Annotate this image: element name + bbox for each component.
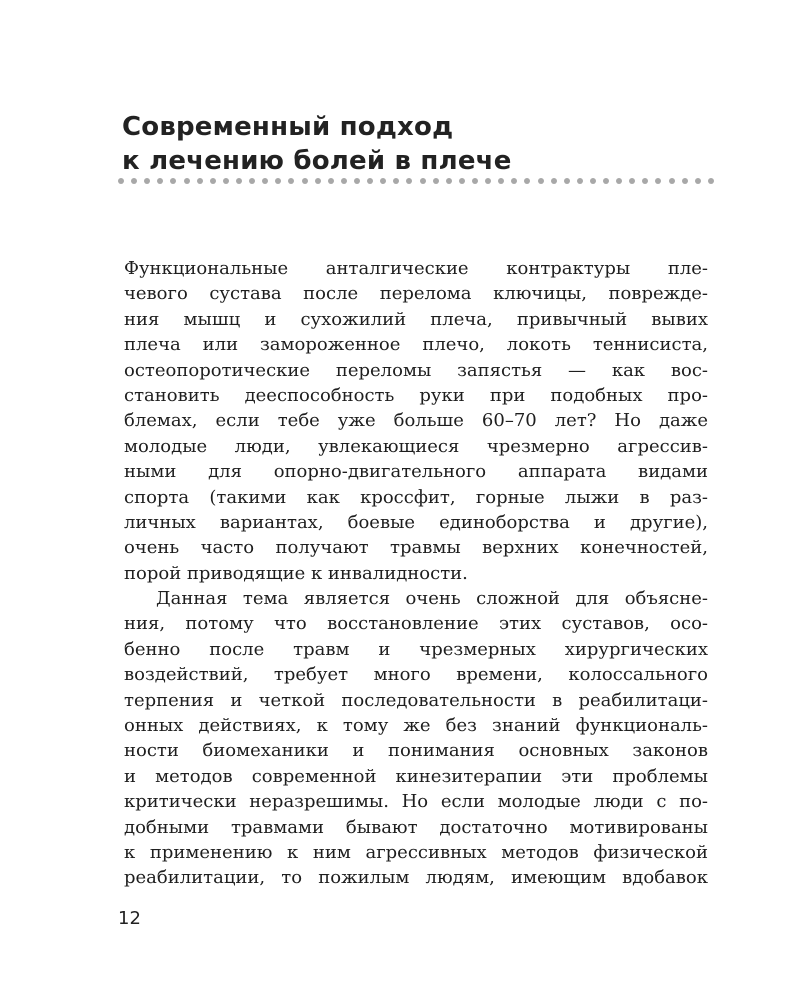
- dotted-divider: [118, 178, 714, 186]
- text-line: критически неразрешимы. Но если молодые люди с по-: [124, 791, 708, 813]
- text-line: плеча или замороженное плечо, локоть теннисиста,: [124, 334, 708, 356]
- divider-dot: [433, 178, 439, 184]
- text-line: бенно после травм и чрезмерных хирургических: [124, 638, 708, 660]
- divider-dot: [629, 178, 635, 184]
- divider-dot: [708, 178, 714, 184]
- divider-dot: [616, 178, 622, 184]
- divider-dot: [511, 178, 517, 184]
- divider-dot: [118, 178, 124, 184]
- text-line: Функциональные анталгические контрактуры пле-: [124, 258, 708, 279]
- text-line: молодые люди, увлекающиеся чрезмерно агрессив-: [124, 435, 708, 457]
- divider-dot: [524, 178, 530, 184]
- text-line: порой приводящие к инвалидности.: [124, 562, 468, 584]
- divider-dot: [223, 178, 229, 184]
- text-line: воздействий, требует много времени, колоссального: [124, 664, 708, 686]
- divider-dot: [341, 178, 347, 184]
- divider-dot: [472, 178, 478, 184]
- divider-dot: [367, 178, 373, 184]
- divider-dot: [642, 178, 648, 184]
- text-line: чевого сустава после перелома ключицы, поврежде-: [124, 283, 708, 305]
- text-line: Данная тема является очень сложной для объясне-: [156, 588, 708, 610]
- divider-dot: [420, 178, 426, 184]
- heading-line-2: к лечению болей в плече: [122, 146, 512, 176]
- divider-dot: [236, 178, 242, 184]
- chapter-heading: [122, 110, 722, 178]
- divider-dot: [275, 178, 281, 184]
- text-line: онных действиях, к тому же без знаний функциональ-: [124, 715, 708, 737]
- divider-dot: [315, 178, 321, 184]
- divider-dot: [538, 178, 544, 184]
- divider-dot: [695, 178, 701, 184]
- divider-dot: [498, 178, 504, 184]
- text-line: спорта (такими как кроссфит, горные лыжи в раз-: [124, 486, 708, 508]
- text-line: реабилитации, то пожилым людям, имеющим вдобавок: [124, 867, 708, 889]
- divider-dot: [682, 178, 688, 184]
- divider-dot: [354, 178, 360, 184]
- divider-dot: [131, 178, 137, 184]
- text-line: ния мышц и сухожилий плеча, привычный вывих: [124, 308, 708, 330]
- divider-dot: [170, 178, 176, 184]
- text-line: ности биомеханики и понимания основных законов: [124, 740, 708, 762]
- divider-dot: [210, 178, 216, 184]
- divider-dot: [590, 178, 596, 184]
- text-line: терпения и четкой последовательности в реабилитаци-: [124, 689, 708, 711]
- text-line: личных вариантах, боевые единоборства и другие),: [124, 511, 708, 533]
- paragraph: [124, 256, 708, 586]
- divider-dot: [564, 178, 570, 184]
- text-line: остеопоротические переломы запястья — как вос-: [124, 359, 708, 381]
- divider-dot: [144, 178, 150, 184]
- divider-dot: [328, 178, 334, 184]
- page-number: 12: [118, 908, 141, 929]
- divider-dot: [406, 178, 412, 184]
- divider-dot: [249, 178, 255, 184]
- divider-dot: [577, 178, 583, 184]
- text-line: блемах, если тебе уже больше 60–70 лет? Но даже: [124, 410, 708, 432]
- divider-dot: [485, 178, 491, 184]
- divider-dot: [197, 178, 203, 184]
- divider-dot: [446, 178, 452, 184]
- text-line: к применению к ним агрессивных методов физической: [124, 841, 708, 863]
- divider-dot: [393, 178, 399, 184]
- divider-dot: [459, 178, 465, 184]
- divider-dot: [288, 178, 294, 184]
- divider-dot: [184, 178, 190, 184]
- divider-dot: [302, 178, 308, 184]
- divider-dot: [655, 178, 661, 184]
- text-line: становить дееспособность руки при подобных про-: [124, 384, 708, 406]
- divider-dot: [603, 178, 609, 184]
- divider-dot: [551, 178, 557, 184]
- divider-dot: [380, 178, 386, 184]
- text-line: добными травмами бывают достаточно мотивированы: [124, 816, 708, 838]
- text-line: ными для опорно-двигательного аппарата видами: [124, 461, 708, 483]
- heading-line-1: Современный подход: [122, 112, 454, 142]
- text-line: и методов современной кинезитерапии эти проблемы: [124, 765, 708, 787]
- paragraph: [124, 586, 708, 891]
- text-line: очень часто получают травмы верхних конечностей,: [124, 537, 708, 559]
- divider-dot: [669, 178, 675, 184]
- body-text: [124, 256, 708, 891]
- text-line: ния, потому что восстановление этих суставов, осо-: [124, 613, 708, 635]
- divider-dot: [157, 178, 163, 184]
- divider-dot: [262, 178, 268, 184]
